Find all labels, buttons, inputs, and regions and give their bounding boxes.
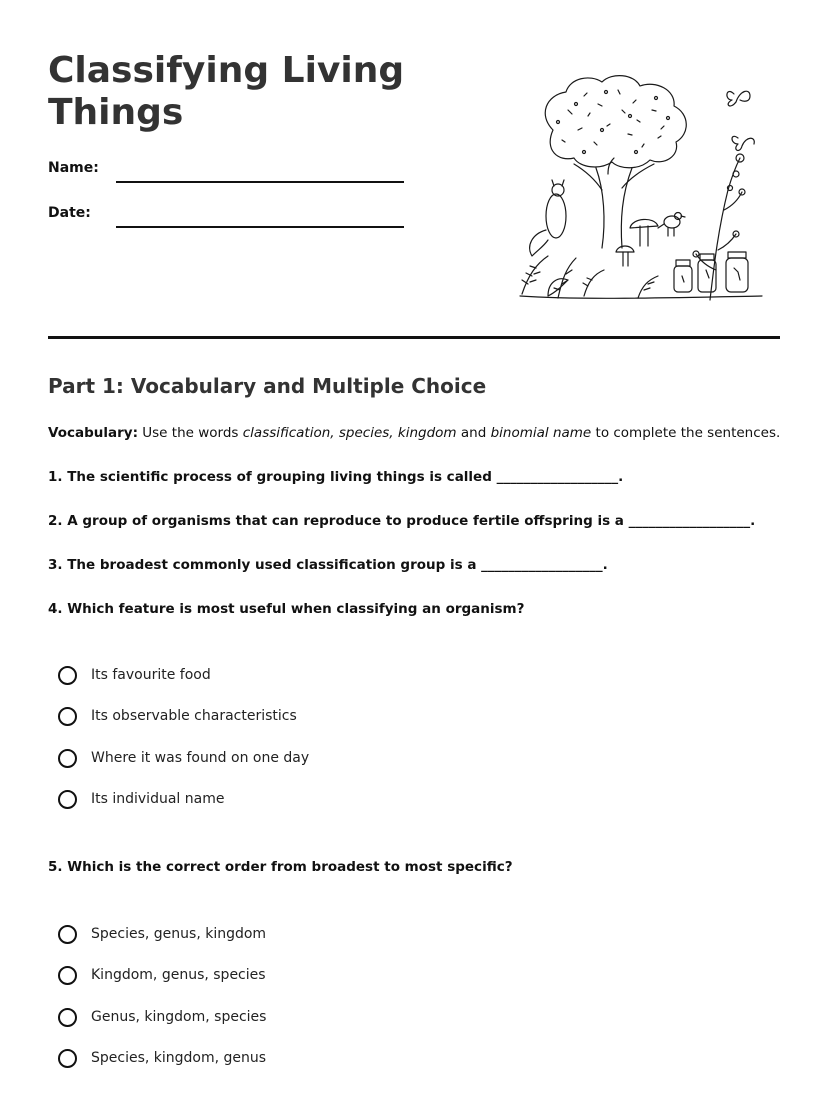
radio-button[interactable] xyxy=(58,1008,77,1027)
question-5: 5. Which is the correct order from broadest to most specific? xyxy=(48,859,513,875)
name-field[interactable] xyxy=(116,181,404,183)
vocab-label: Vocabulary: xyxy=(48,425,138,441)
question-5-option[interactable] xyxy=(58,963,266,987)
part1-heading: Part 1: Vocabulary and Multiple Choice xyxy=(48,374,487,398)
vocabulary-instruction xyxy=(48,425,780,441)
option-label: Where it was found on one day xyxy=(91,750,310,766)
vocab-intro: Use the words xyxy=(142,425,239,441)
option-label: Its individual name xyxy=(91,791,225,807)
question-4-option[interactable] xyxy=(58,704,297,728)
vocab-outro: to complete the sentences. xyxy=(595,425,781,441)
vocab-word: kingdom xyxy=(397,425,457,441)
option-label: Its favourite food xyxy=(91,667,211,683)
option-label: Kingdom, genus, species xyxy=(91,967,266,983)
question-4-option[interactable] xyxy=(58,663,211,687)
worksheet-title: Classifying Living Things xyxy=(48,50,405,133)
vocab-word: classification, xyxy=(242,425,335,441)
question-3: 3. The broadest commonly used classification group is a __________________. xyxy=(48,557,608,573)
option-label: Genus, kingdom, species xyxy=(91,1009,267,1025)
option-label: Species, kingdom, genus xyxy=(91,1050,267,1066)
radio-button[interactable] xyxy=(58,966,77,985)
radio-button[interactable] xyxy=(58,1049,77,1068)
radio-button[interactable] xyxy=(58,790,77,809)
question-5-option[interactable] xyxy=(58,1046,266,1070)
vocab-and: and xyxy=(460,425,487,441)
radio-button[interactable] xyxy=(58,749,77,768)
vocab-word: species, xyxy=(338,425,394,441)
question-5-option[interactable] xyxy=(58,922,266,946)
question-4-option[interactable] xyxy=(58,746,309,770)
radio-button[interactable] xyxy=(58,666,77,685)
question-2: 2. A group of organisms that can reproduce to produce fertile offspring is a __________________. xyxy=(48,513,756,529)
question-5-option[interactable] xyxy=(58,1005,266,1029)
question-4: 4. Which feature is most useful when classifying an organism? xyxy=(48,601,525,617)
radio-button[interactable] xyxy=(58,925,77,944)
date-label: Date: xyxy=(48,205,91,221)
name-label: Name: xyxy=(48,160,99,176)
question-1: 1. The scientific process of grouping living things is called __________________. xyxy=(48,469,624,485)
option-label: Species, genus, kingdom xyxy=(91,926,267,942)
vocab-word: binomial name xyxy=(490,425,592,441)
radio-button[interactable] xyxy=(58,707,77,726)
nature-scene-illustration xyxy=(518,70,764,306)
option-label: Its observable characteristics xyxy=(91,708,297,724)
section-divider xyxy=(48,336,780,339)
question-4-option[interactable] xyxy=(58,787,224,811)
date-field[interactable] xyxy=(116,226,404,228)
